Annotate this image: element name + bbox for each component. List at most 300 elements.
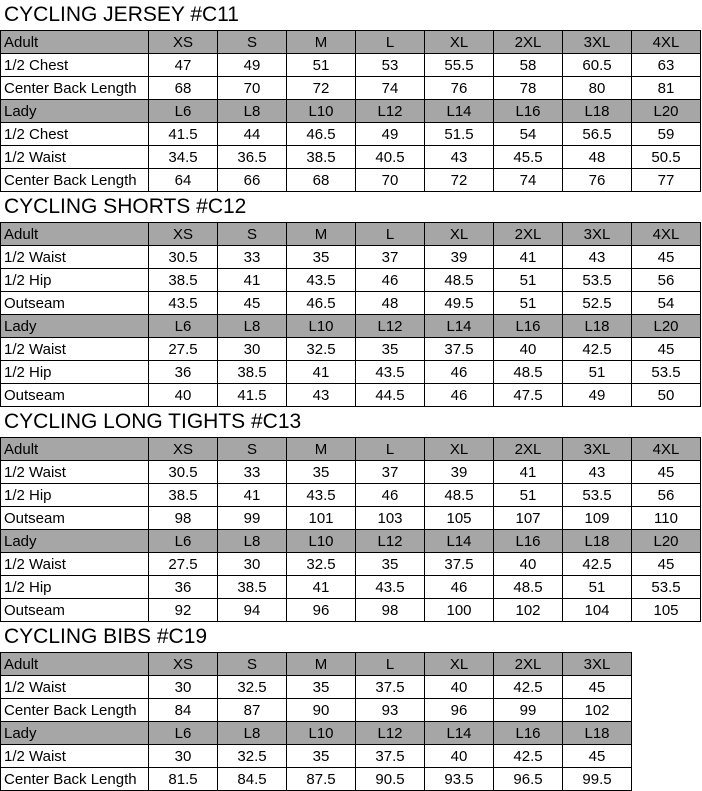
size-header-cell: L xyxy=(356,438,425,461)
measurement-value: 53.5 xyxy=(563,269,632,292)
measurement-value: 96 xyxy=(287,599,356,622)
table-header-row xyxy=(1,438,701,461)
measurement-value: 50 xyxy=(632,384,701,407)
table-header-row xyxy=(1,100,701,123)
size-header-cell: XL xyxy=(425,223,494,246)
measurement-label: 1/2 Waist xyxy=(1,745,149,768)
measurement-value: 40 xyxy=(494,553,563,576)
size-header-cell: L8 xyxy=(218,100,287,123)
size-header-cell: S xyxy=(218,31,287,54)
measurement-label: Center Back Length xyxy=(1,169,149,192)
measurement-value: 58 xyxy=(494,54,563,77)
size-header-cell: L14 xyxy=(425,722,494,745)
size-header-cell: L10 xyxy=(287,722,356,745)
measurement-label: Outseam xyxy=(1,384,149,407)
measurement-value: 37.5 xyxy=(356,745,425,768)
measurement-value: 45 xyxy=(632,461,701,484)
size-header-cell: XS xyxy=(149,438,218,461)
measurement-value: 46 xyxy=(356,484,425,507)
empty-cell xyxy=(632,699,701,722)
table-row xyxy=(1,292,701,315)
measurement-value: 41 xyxy=(218,269,287,292)
size-header-cell: L6 xyxy=(149,530,218,553)
measurement-value: 54 xyxy=(494,123,563,146)
measurement-value: 94 xyxy=(218,599,287,622)
measurement-value: 37 xyxy=(356,461,425,484)
measurement-label: 1/2 Waist xyxy=(1,246,149,269)
size-header-cell: S xyxy=(218,223,287,246)
measurement-value: 38.5 xyxy=(149,484,218,507)
measurement-value: 56 xyxy=(632,484,701,507)
measurement-value: 41 xyxy=(494,246,563,269)
size-header-cell: L8 xyxy=(218,315,287,338)
measurement-value: 46.5 xyxy=(287,123,356,146)
measurement-label: 1/2 Waist xyxy=(1,146,149,169)
size-header-cell: L8 xyxy=(218,530,287,553)
measurement-value: 53.5 xyxy=(632,361,701,384)
size-header-cell: L12 xyxy=(356,530,425,553)
size-header-cell: M xyxy=(287,653,356,676)
size-header-cell: L12 xyxy=(356,100,425,123)
measurement-value: 30 xyxy=(149,745,218,768)
measurement-value: 96 xyxy=(425,699,494,722)
measurement-value: 43 xyxy=(563,461,632,484)
size-header-cell: 4XL xyxy=(632,223,701,246)
measurement-value: 46 xyxy=(356,269,425,292)
measurement-value: 56 xyxy=(632,269,701,292)
measurement-label: Outseam xyxy=(1,599,149,622)
size-header-cell: L xyxy=(356,31,425,54)
measurement-value: 35 xyxy=(287,461,356,484)
measurement-value: 90 xyxy=(287,699,356,722)
measurement-value: 45 xyxy=(218,292,287,315)
measurement-label: 1/2 Hip xyxy=(1,576,149,599)
measurement-value: 48.5 xyxy=(425,484,494,507)
measurement-value: 35 xyxy=(287,676,356,699)
table-row xyxy=(1,123,701,146)
measurement-label: 1/2 Hip xyxy=(1,361,149,384)
measurement-value: 44.5 xyxy=(356,384,425,407)
measurement-value: 81 xyxy=(632,77,701,100)
measurement-value: 46 xyxy=(425,576,494,599)
measurement-value: 59 xyxy=(632,123,701,146)
measurement-value: 51 xyxy=(494,292,563,315)
measurement-value: 43 xyxy=(563,246,632,269)
size-header-cell: L12 xyxy=(356,315,425,338)
measurement-label: 1/2 Chest xyxy=(1,54,149,77)
measurement-value: 76 xyxy=(563,169,632,192)
measurement-value: 41 xyxy=(287,576,356,599)
measurement-value: 110 xyxy=(632,507,701,530)
measurement-value: 92 xyxy=(149,599,218,622)
measurement-value: 102 xyxy=(563,699,632,722)
measurement-value: 103 xyxy=(356,507,425,530)
measurement-value: 36.5 xyxy=(218,146,287,169)
table-row xyxy=(1,745,701,768)
table-header-row xyxy=(1,31,701,54)
table-header-row xyxy=(1,653,701,676)
measurement-value: 43.5 xyxy=(356,576,425,599)
size-section xyxy=(0,622,702,791)
measurement-value: 70 xyxy=(356,169,425,192)
table-row xyxy=(1,146,701,169)
measurement-value: 54 xyxy=(632,292,701,315)
table-header-row xyxy=(1,530,701,553)
size-header-cell: L16 xyxy=(494,100,563,123)
measurement-value: 49 xyxy=(563,384,632,407)
measurement-value: 98 xyxy=(149,507,218,530)
size-header-cell: L16 xyxy=(494,315,563,338)
size-header-cell: L20 xyxy=(632,315,701,338)
measurement-value: 51 xyxy=(287,54,356,77)
size-header-cell: XL xyxy=(425,653,494,676)
measurement-value: 36 xyxy=(149,361,218,384)
measurement-label: 1/2 Waist xyxy=(1,461,149,484)
measurement-value: 38.5 xyxy=(287,146,356,169)
measurement-value: 48.5 xyxy=(425,269,494,292)
measurement-value: 74 xyxy=(494,169,563,192)
section-title: CYCLING BIBS #C19 xyxy=(4,625,208,648)
table-row xyxy=(1,338,701,361)
measurement-value: 93 xyxy=(356,699,425,722)
measurement-value: 40.5 xyxy=(356,146,425,169)
measurement-value: 74 xyxy=(356,77,425,100)
measurement-label: 1/2 Chest xyxy=(1,123,149,146)
measurement-label: Center Back Length xyxy=(1,699,149,722)
size-header-cell: L6 xyxy=(149,315,218,338)
measurement-value: 38.5 xyxy=(218,361,287,384)
measurement-label: 1/2 Waist xyxy=(1,338,149,361)
measurement-value: 93.5 xyxy=(425,768,494,791)
size-header-cell: L12 xyxy=(356,722,425,745)
size-header-cell: L xyxy=(356,653,425,676)
table-row xyxy=(1,384,701,407)
size-header-cell: M xyxy=(287,31,356,54)
table-row xyxy=(1,169,701,192)
table-row xyxy=(1,461,701,484)
measurement-value: 35 xyxy=(287,246,356,269)
measurement-value: 45 xyxy=(632,338,701,361)
measurement-value: 33 xyxy=(218,461,287,484)
measurement-value: 70 xyxy=(218,77,287,100)
measurement-value: 40 xyxy=(425,745,494,768)
measurement-value: 53 xyxy=(356,54,425,77)
measurement-label: 1/2 Waist xyxy=(1,676,149,699)
size-header-cell: L8 xyxy=(218,722,287,745)
group-label: Adult xyxy=(1,438,149,461)
measurement-value: 38.5 xyxy=(218,576,287,599)
size-header-cell: 3XL xyxy=(563,438,632,461)
measurement-value: 41 xyxy=(218,484,287,507)
measurement-value: 30 xyxy=(218,338,287,361)
size-table xyxy=(0,437,701,622)
measurement-value: 77 xyxy=(632,169,701,192)
measurement-value: 102 xyxy=(494,599,563,622)
measurement-value: 33 xyxy=(218,246,287,269)
group-label: Adult xyxy=(1,653,149,676)
size-header-cell: L10 xyxy=(287,315,356,338)
measurement-value: 47.5 xyxy=(494,384,563,407)
measurement-value: 45.5 xyxy=(494,146,563,169)
measurement-value: 42.5 xyxy=(494,676,563,699)
measurement-value: 44 xyxy=(218,123,287,146)
size-header-cell: L18 xyxy=(563,530,632,553)
measurement-value: 87.5 xyxy=(287,768,356,791)
measurement-value: 99.5 xyxy=(563,768,632,791)
measurement-value: 46 xyxy=(425,361,494,384)
measurement-value: 55.5 xyxy=(425,54,494,77)
measurement-value: 80 xyxy=(563,77,632,100)
table-row xyxy=(1,484,701,507)
measurement-value: 43.5 xyxy=(356,361,425,384)
section-title: CYCLING LONG TIGHTS #C13 xyxy=(4,410,302,433)
measurement-value: 30 xyxy=(218,553,287,576)
measurement-value: 37 xyxy=(356,246,425,269)
section-title: CYCLING JERSEY #C11 xyxy=(4,3,239,26)
size-section xyxy=(0,192,702,407)
size-table xyxy=(0,30,701,192)
size-section xyxy=(0,407,702,622)
measurement-value: 49 xyxy=(218,54,287,77)
size-header-cell: L18 xyxy=(563,722,632,745)
empty-cell xyxy=(632,676,701,699)
measurement-value: 60.5 xyxy=(563,54,632,77)
size-header-cell: L14 xyxy=(425,315,494,338)
measurement-value: 50.5 xyxy=(632,146,701,169)
size-header-cell: S xyxy=(218,653,287,676)
measurement-value: 45 xyxy=(563,676,632,699)
measurement-value: 32.5 xyxy=(218,676,287,699)
measurement-value: 45 xyxy=(632,246,701,269)
measurement-label: Outseam xyxy=(1,292,149,315)
size-header-cell: L14 xyxy=(425,530,494,553)
measurement-value: 48.5 xyxy=(494,361,563,384)
measurement-value: 39 xyxy=(425,461,494,484)
size-header-cell: 4XL xyxy=(632,31,701,54)
measurement-value: 43.5 xyxy=(149,292,218,315)
size-header-cell: L16 xyxy=(494,530,563,553)
measurement-value: 38.5 xyxy=(149,269,218,292)
measurement-value: 48 xyxy=(563,146,632,169)
measurement-value: 36 xyxy=(149,576,218,599)
measurement-value: 68 xyxy=(149,77,218,100)
measurement-value: 99 xyxy=(218,507,287,530)
table-row xyxy=(1,54,701,77)
size-header-cell: 4XL xyxy=(632,438,701,461)
size-header-cell: XS xyxy=(149,653,218,676)
size-table xyxy=(0,652,701,791)
measurement-value: 96.5 xyxy=(494,768,563,791)
measurement-value: 100 xyxy=(425,599,494,622)
size-header-cell: L14 xyxy=(425,100,494,123)
measurement-value: 43.5 xyxy=(287,484,356,507)
measurement-value: 53.5 xyxy=(563,484,632,507)
measurement-value: 30.5 xyxy=(149,246,218,269)
measurement-value: 48.5 xyxy=(494,576,563,599)
measurement-value: 30.5 xyxy=(149,461,218,484)
measurement-value: 63 xyxy=(632,54,701,77)
measurement-value: 78 xyxy=(494,77,563,100)
measurement-label: Center Back Length xyxy=(1,768,149,791)
measurement-value: 99 xyxy=(494,699,563,722)
table-row xyxy=(1,676,701,699)
measurement-value: 105 xyxy=(632,599,701,622)
measurement-value: 35 xyxy=(287,745,356,768)
table-row xyxy=(1,361,701,384)
measurement-value: 41.5 xyxy=(218,384,287,407)
measurement-value: 45 xyxy=(632,553,701,576)
measurement-value: 87 xyxy=(218,699,287,722)
measurement-value: 51.5 xyxy=(425,123,494,146)
group-label: Adult xyxy=(1,31,149,54)
group-label: Lady xyxy=(1,100,149,123)
table-row xyxy=(1,599,701,622)
measurement-value: 42.5 xyxy=(563,338,632,361)
measurement-label: Outseam xyxy=(1,507,149,530)
measurement-value: 39 xyxy=(425,246,494,269)
table-row xyxy=(1,507,701,530)
size-header-cell: M xyxy=(287,438,356,461)
size-header-cell: L20 xyxy=(632,100,701,123)
measurement-value: 46 xyxy=(425,384,494,407)
measurement-label: 1/2 Hip xyxy=(1,484,149,507)
empty-cell xyxy=(632,653,701,676)
group-label: Lady xyxy=(1,530,149,553)
measurement-value: 40 xyxy=(425,676,494,699)
table-header-row xyxy=(1,722,701,745)
measurement-value: 104 xyxy=(563,599,632,622)
measurement-value: 51 xyxy=(494,269,563,292)
size-header-cell: 3XL xyxy=(563,653,632,676)
size-header-cell: L18 xyxy=(563,315,632,338)
size-header-cell: 3XL xyxy=(563,31,632,54)
size-header-cell: L18 xyxy=(563,100,632,123)
measurement-value: 41.5 xyxy=(149,123,218,146)
measurement-value: 53.5 xyxy=(632,576,701,599)
measurement-value: 42.5 xyxy=(563,553,632,576)
measurement-value: 105 xyxy=(425,507,494,530)
table-row xyxy=(1,269,701,292)
measurement-value: 42.5 xyxy=(494,745,563,768)
measurement-value: 45 xyxy=(563,745,632,768)
measurement-value: 52.5 xyxy=(563,292,632,315)
measurement-value: 109 xyxy=(563,507,632,530)
measurement-value: 43.5 xyxy=(287,269,356,292)
size-header-cell: L xyxy=(356,223,425,246)
group-label: Lady xyxy=(1,722,149,745)
size-header-cell: L6 xyxy=(149,722,218,745)
measurement-value: 76 xyxy=(425,77,494,100)
table-row xyxy=(1,553,701,576)
size-header-cell: 2XL xyxy=(494,653,563,676)
size-header-cell: M xyxy=(287,223,356,246)
measurement-value: 81.5 xyxy=(149,768,218,791)
table-row xyxy=(1,246,701,269)
empty-cell xyxy=(632,722,701,745)
measurement-value: 41 xyxy=(287,361,356,384)
measurement-value: 98 xyxy=(356,599,425,622)
measurement-value: 49.5 xyxy=(425,292,494,315)
measurement-value: 49 xyxy=(356,123,425,146)
size-header-cell: L16 xyxy=(494,722,563,745)
table-row xyxy=(1,699,701,722)
measurement-value: 84.5 xyxy=(218,768,287,791)
measurement-value: 32.5 xyxy=(218,745,287,768)
measurement-value: 72 xyxy=(425,169,494,192)
table-header-row xyxy=(1,223,701,246)
size-header-cell: 2XL xyxy=(494,438,563,461)
measurement-value: 101 xyxy=(287,507,356,530)
measurement-value: 41 xyxy=(494,461,563,484)
measurement-label: Center Back Length xyxy=(1,77,149,100)
measurement-value: 43 xyxy=(425,146,494,169)
measurement-value: 37.5 xyxy=(425,553,494,576)
measurement-value: 107 xyxy=(494,507,563,530)
measurement-value: 90.5 xyxy=(356,768,425,791)
group-label: Adult xyxy=(1,223,149,246)
size-header-cell: S xyxy=(218,438,287,461)
table-row xyxy=(1,77,701,100)
size-header-cell: L20 xyxy=(632,530,701,553)
measurement-value: 51 xyxy=(563,361,632,384)
measurement-value: 40 xyxy=(494,338,563,361)
measurement-label: 1/2 Waist xyxy=(1,553,149,576)
size-header-cell: 3XL xyxy=(563,223,632,246)
measurement-value: 72 xyxy=(287,77,356,100)
size-header-cell: L10 xyxy=(287,530,356,553)
measurement-value: 40 xyxy=(149,384,218,407)
size-section xyxy=(0,0,702,192)
empty-cell xyxy=(632,768,701,791)
measurement-value: 34.5 xyxy=(149,146,218,169)
table-row xyxy=(1,768,701,791)
measurement-value: 51 xyxy=(494,484,563,507)
size-header-cell: L10 xyxy=(287,100,356,123)
size-header-cell: XS xyxy=(149,223,218,246)
size-header-cell: XL xyxy=(425,438,494,461)
measurement-value: 46.5 xyxy=(287,292,356,315)
measurement-label: 1/2 Hip xyxy=(1,269,149,292)
group-label: Lady xyxy=(1,315,149,338)
size-header-cell: L6 xyxy=(149,100,218,123)
size-header-cell: 2XL xyxy=(494,223,563,246)
size-header-cell: 2XL xyxy=(494,31,563,54)
measurement-value: 51 xyxy=(563,576,632,599)
measurement-value: 37.5 xyxy=(425,338,494,361)
measurement-value: 32.5 xyxy=(287,338,356,361)
table-header-row xyxy=(1,315,701,338)
measurement-value: 84 xyxy=(149,699,218,722)
measurement-value: 27.5 xyxy=(149,338,218,361)
measurement-value: 27.5 xyxy=(149,553,218,576)
section-title: CYCLING SHORTS #C12 xyxy=(4,195,247,218)
measurement-value: 35 xyxy=(356,553,425,576)
measurement-value: 37.5 xyxy=(356,676,425,699)
size-table xyxy=(0,222,701,407)
empty-cell xyxy=(632,745,701,768)
measurement-value: 35 xyxy=(356,338,425,361)
measurement-value: 68 xyxy=(287,169,356,192)
measurement-value: 47 xyxy=(149,54,218,77)
measurement-value: 32.5 xyxy=(287,553,356,576)
size-header-cell: XS xyxy=(149,31,218,54)
measurement-value: 48 xyxy=(356,292,425,315)
measurement-value: 56.5 xyxy=(563,123,632,146)
measurement-value: 43 xyxy=(287,384,356,407)
measurement-value: 66 xyxy=(218,169,287,192)
measurement-value: 64 xyxy=(149,169,218,192)
size-header-cell: XL xyxy=(425,31,494,54)
